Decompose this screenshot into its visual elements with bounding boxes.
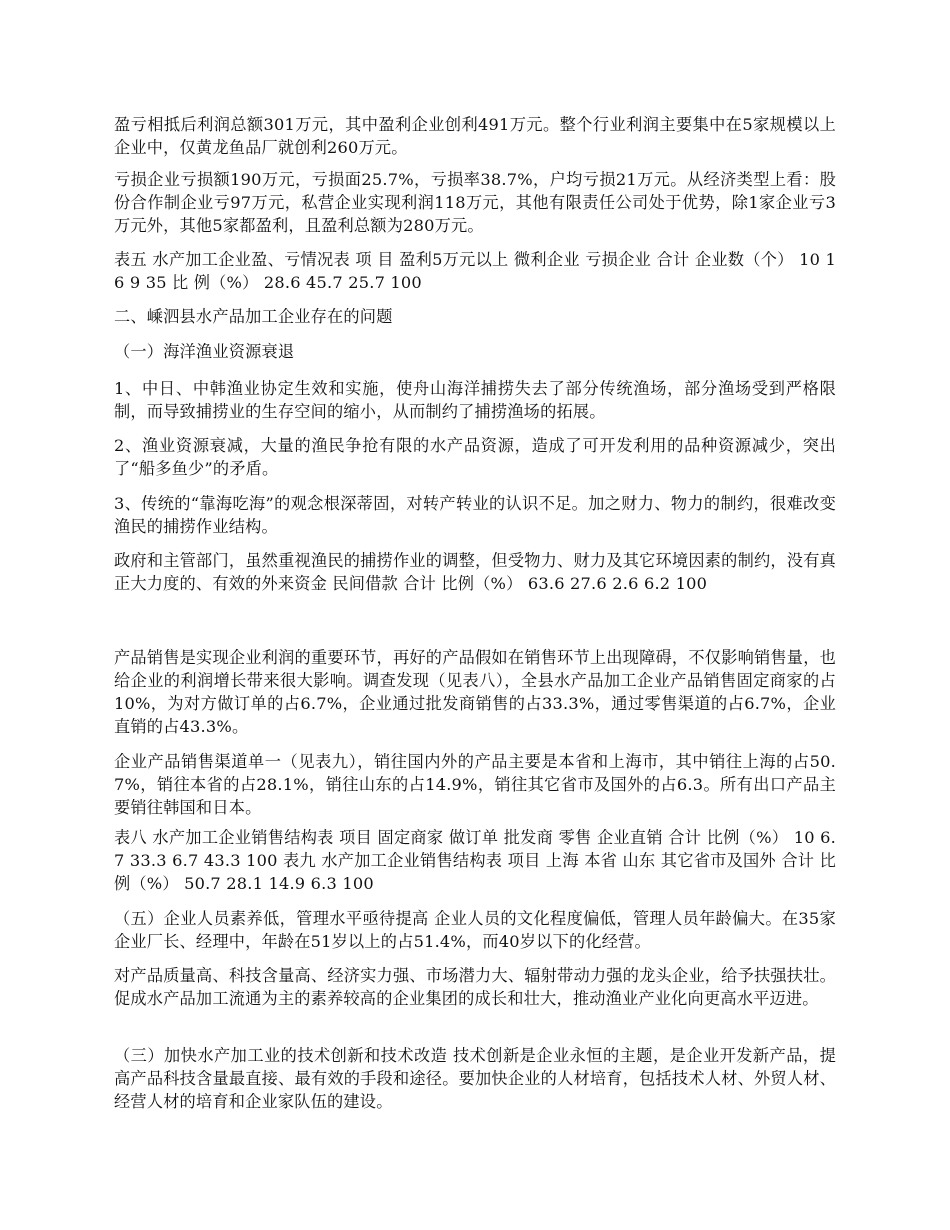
paragraph-loss-analysis: 亏损企业亏损额190万元，亏损面25.7%，亏损率38.7%，户均亏损21万元。从经济类型上看：股份合作制企业亏97万元，私营企业实现利润118万元，其他有限责任公司处于优势，除1家企业亏3万元外，其他5家都盈利，且盈利总额为280万元。 <box>114 170 836 235</box>
paragraph-tables-eight-nine: 表八 水产加工企业销售结构表 项目 固定商家 做订单 批发商 零售 企业直销 合计 比例（%） 10 6.7 33.3 6.7 43.3 100 表九 水产加工企业销售结构表 项目 上海 本省 山东 其它省市及国外 合计 比例（%） 50.7 28.1 14.9 6.3 100 <box>114 828 836 893</box>
paragraph-leading-enterprises: 对产品质量高、科技含量高、经济实力强、市场潜力大、辐射带动力强的龙头企业，给予扶强扶壮。促成水产品加工流通为主的素养较高的企业集团的成长和壮大，推动渔业产业化向更高水平迈进。 <box>114 966 836 1008</box>
paragraph-table-five: 表五 水产加工企业盈、亏情况表 项 目 盈利5万元以上 微利企业 亏损企业 合计 企业数（个） 10 16 9 35 比 例（%） 28.6 45.7 25.7 100 <box>114 250 836 292</box>
section-heading-problems: 二、嵊泗县水产品加工企业存在的问题 <box>114 307 393 326</box>
subsection-heading-resource-decline: （一）海洋渔业资源衰退 <box>114 342 295 361</box>
paragraph-product-sales: 产品销售是实现企业利润的重要环节，再好的产品假如在销售环节上出现障碍，不仅影响销售量，也给企业的利润增长带来很大影响。调查发现（见表八），全县水产品加工企业产品销售固定商家的占10%，为对方做订单的占6.7%，企业通过批发商销售的占33.3%，通过零售渠道的占6.7%，企业直销的占43.3%。 <box>114 648 836 736</box>
paragraph-sales-channels: 企业产品销售渠道单一（见表九），销往国内外的产品主要是本省和上海市，其中销往上海的占50.7%，销往本省的占28.1%，销往山东的占14.9%，销往其它省市及国外的占6.3。所有出口产品主要销往韩国和日本。 <box>114 752 836 817</box>
paragraph-point-1: 1、中日、中韩渔业协定生效和实施，使舟山海洋捕捞失去了部分传统渔场，部分渔场受到严格限制，而导致捕捞业的生存空间的缩小，从而制约了捕捞渔场的拓展。 <box>114 379 836 421</box>
paragraph-point-2: 2、渔业资源衰减，大量的渔民争抢有限的水产品资源，造成了可开发利用的品种资源减少，突出了“船多鱼少”的矛盾。 <box>114 436 836 478</box>
paragraph-personnel: （五）企业人员素养低，管理水平亟待提高 企业人员的文化程度偏低，管理人员年龄偏大。在35家企业厂长、经理中，年龄在51岁以上的占51.4%，而40岁以下的化经营。 <box>114 909 836 951</box>
paragraph-profit-summary: 盈亏相抵后利润总额301万元，其中盈利企业创利491万元。整个行业利润主要集中在5家规模以上企业中，仅黄龙鱼品厂就创利260万元。 <box>114 115 836 157</box>
paragraph-tech-innovation: （三）加快水产加工业的技术创新和技术改造 技术创新是企业永恒的主题，是企业开发新产品，提高产品科技含量最直接、最有效的手段和途径。要加快企业的人材培育，包括技术人材、外贸人材、经营人材的培育和企业家队伍的建设。 <box>114 1046 836 1111</box>
paragraph-point-3: 3、传统的“靠海吃海”的观念根深蒂固，对转产转业的认识不足。加之财力、物力的制约，很难改变渔民的捕捞作业结构。 <box>114 494 836 536</box>
paragraph-government: 政府和主管部门，虽然重视渔民的捕捞作业的调整，但受物力、财力及其它环境因素的制约，没有真正大力度的、有效的外来资金 民间借款 合计 比例（%） 63.6 27.6 2.6 6.2 100 <box>114 551 836 593</box>
